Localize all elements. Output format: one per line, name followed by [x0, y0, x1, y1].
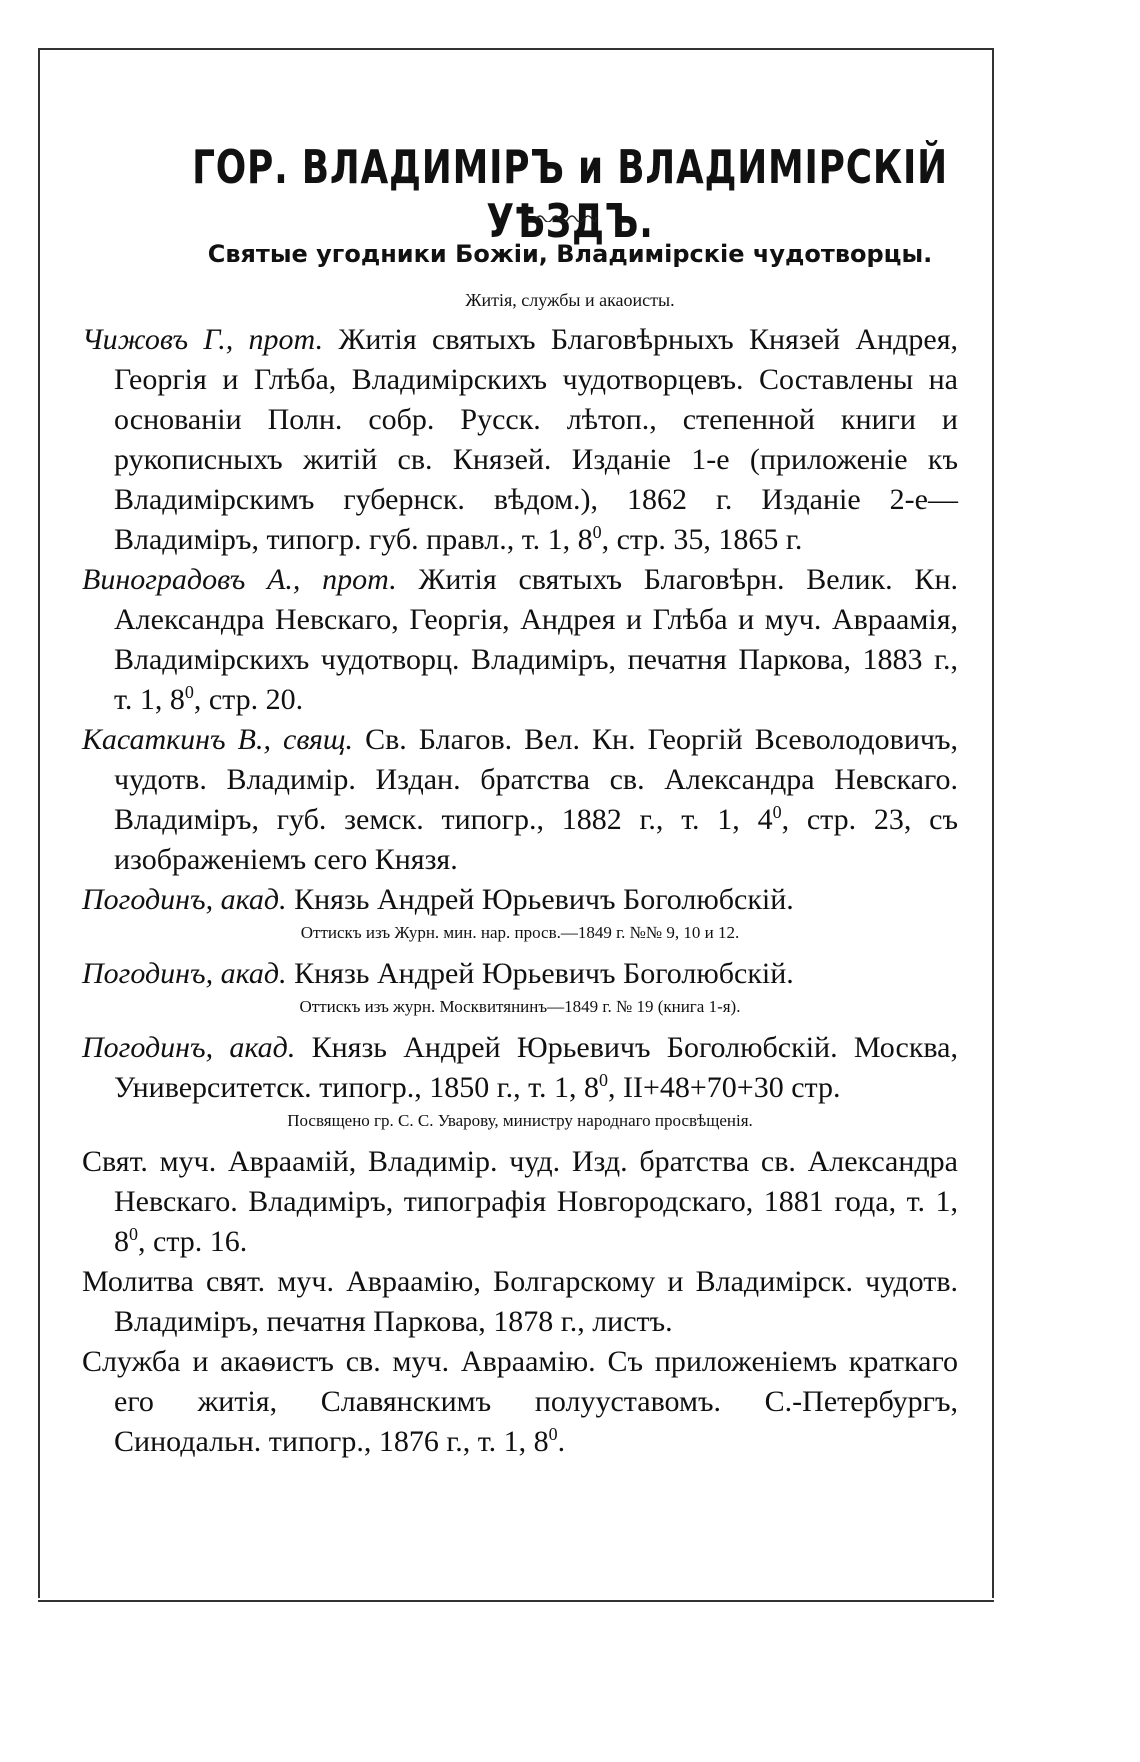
entry-tail: , стр. 16. [138, 1225, 248, 1258]
entry-author: Виноградовъ А., прот. [82, 563, 397, 596]
bibliography-entry [82, 880, 958, 920]
bibliography-entry [82, 1028, 958, 1108]
bibliography-entry [82, 560, 958, 720]
entry-tail: . [557, 1425, 566, 1458]
bibliography-entry [82, 954, 958, 994]
entry-text: Св. Благов. Вел. Кн. Георгій Всеволодовичъ, чудотв. Владимір. Издан. братства св. Александра Невскаго. Владиміръ, губ. земск. типогр., 1882 г., т. 1, 4 [114, 723, 958, 836]
section-subsubtitle: Житія, службы и акаоисты. [465, 290, 675, 310]
entry-text: Молитва свят. муч. Авраамію, Болгарскому и Владимірск. чудотв. Владиміръ, печатня Паркова, 1878 г., листъ. [82, 1265, 958, 1338]
entry-sup: 0 [772, 802, 782, 822]
entry-note: Оттискъ изъ Журн. мин. нар. просв.—1849 г. №№ 9, 10 и 12. [300, 923, 740, 942]
entry-tail: , стр. 23, съ изображеніемъ сего Князя. [114, 803, 958, 876]
entry-text: Свят. муч. Авраамій, Владимір. чуд. Изд. братства св. Александра Невскаго. Владиміръ, типографія Новгородскаго, 1881 года, т. 1, 8 [82, 1145, 958, 1258]
entry-sup: 0 [184, 682, 194, 702]
entry-text: Князь Андрей Юрьевичъ Боголюбскій. [294, 957, 794, 990]
bibliography-entry [82, 1142, 958, 1262]
entry-tail: , II+48+70+30 стр. [607, 1071, 841, 1104]
bottom-rule [38, 1600, 994, 1602]
entry-author: Чижовъ Г., прот. [82, 323, 324, 356]
entry-note: Посвящено гр. С. С. Уварову, министру народнаго просвѣщенія. [287, 1111, 753, 1130]
entry-sup: 0 [592, 522, 602, 542]
bibliography-entry [82, 320, 958, 560]
ornament-squiggle [535, 212, 597, 222]
entry-author: Погодинъ, акад. [82, 957, 287, 990]
entry-tail: , стр. 35, 1865 г. [601, 523, 803, 556]
entry-text: Служба и акаѳистъ св. муч. Авраамію. Съ приложеніемъ краткаго его житія, Славянскимъ полууставомъ. С.-Петербургъ, Синодальн. типогр., 1876 г., т. 1, 8 [82, 1345, 958, 1458]
entry-text: Князь Андрей Юрьевичъ Боголюбскій. Москва, Университетск. типогр., 1850 г., т. 1, 8 [114, 1031, 958, 1104]
bibliography-entry [82, 720, 958, 880]
section-subtitle: Святые угодники Божіи, Владимірскіе чудотворцы. [207, 240, 933, 268]
entry-author: Касаткинъ В., свящ. [82, 723, 354, 756]
bibliography-list [82, 320, 958, 1462]
entry-author: Погодинъ, акад. [82, 1031, 296, 1064]
entry-note: Оттискъ изъ журн. Москвитянинъ—1849 г. № 19 (книга 1-я). [299, 997, 741, 1016]
entry-sup: 0 [129, 1224, 138, 1244]
bibliography-entry [82, 1342, 958, 1462]
bibliography-entry [82, 1262, 958, 1342]
entry-sup: 0 [548, 1424, 558, 1444]
entry-text: Князь Андрей Юрьевичъ Боголюбскій. [294, 883, 794, 916]
entry-text: Житія святыхъ Благовѣрныхъ Князей Андрея, Георгія и Глѣба, Владимірскихъ чудотворцевъ. Составлены на основаніи Полн. собр. Русск. лѣтоп., степенной книги и рукописныхъ житій св. Князей. Изданіе 1-е (приложеніе къ Владимірскимъ губернск. вѣдом.), 1862 г. Изданіе 2-е—Владиміръ, типогр. губ. правл., т. 1, 8 [114, 323, 959, 556]
entry-tail: , стр. 20. [193, 683, 304, 716]
entry-sup: 0 [598, 1070, 608, 1090]
entry-text: Житія святыхъ Благовѣрн. Велик. Кн. Александра Невскаго, Георгія, Андрея и Глѣба и муч. Авраамія, Владимірскихъ чудотворц. Владиміръ, печатня Паркова, 1883 г., т. 1, 8 [114, 563, 958, 716]
page-title: ГОР. ВЛАДИМІРЪ и ВЛАДИМІРСКІЙ УѢЗДЪ. [192, 140, 948, 248]
entry-author: Погодинъ, акад. [82, 883, 287, 916]
